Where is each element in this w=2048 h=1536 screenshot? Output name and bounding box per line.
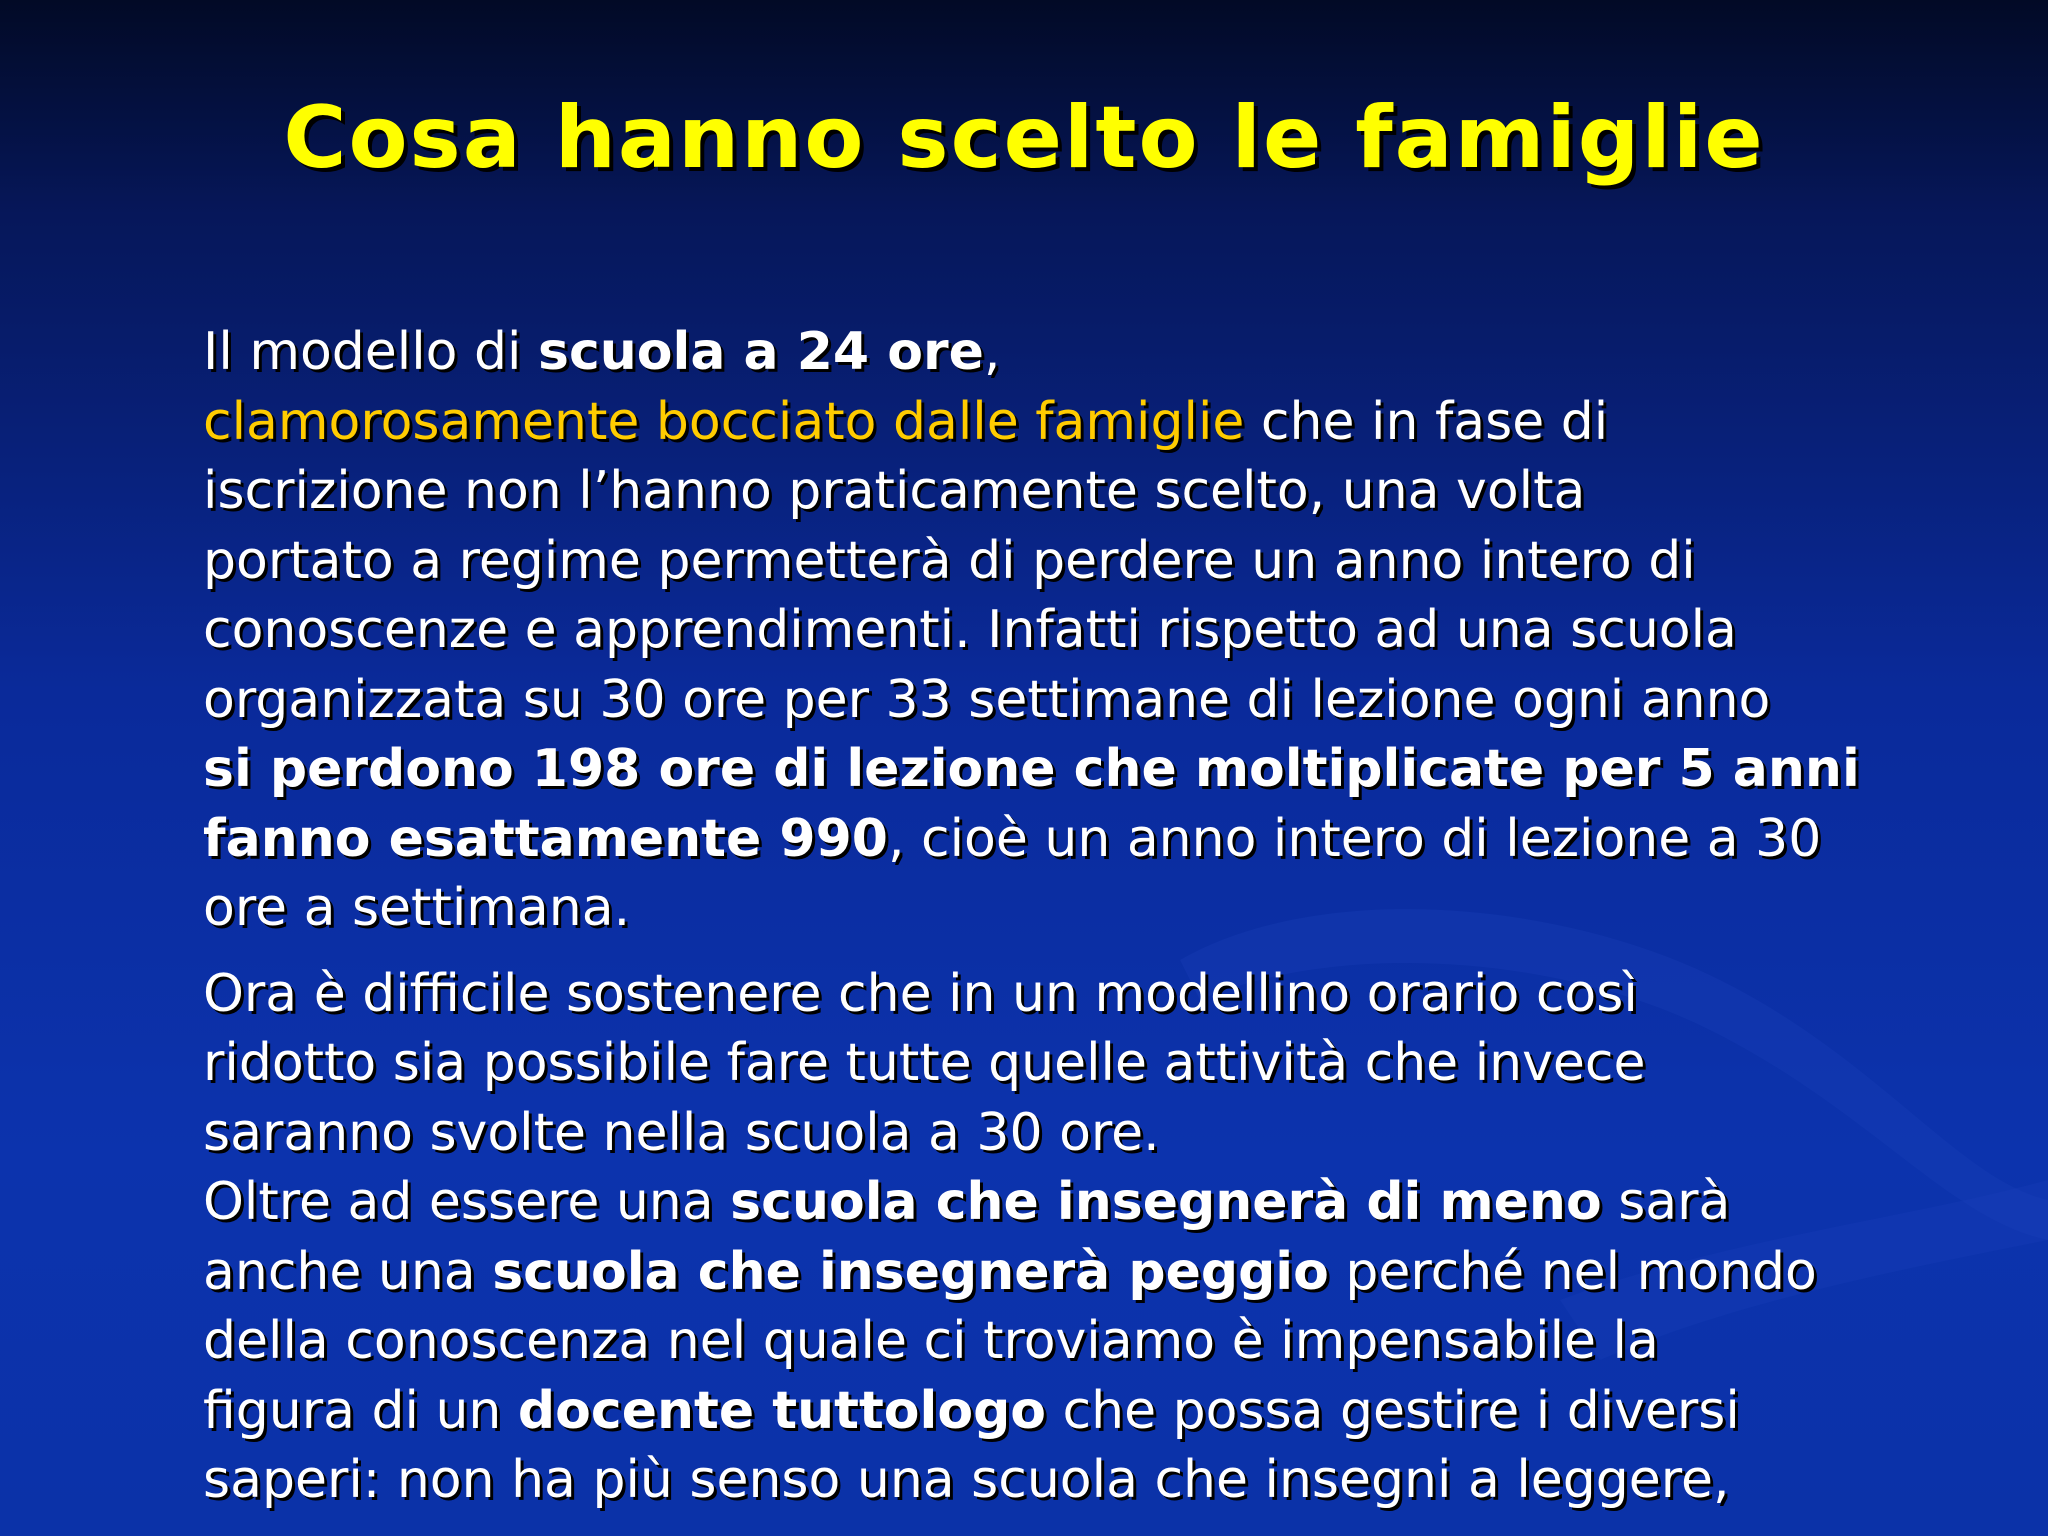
paragraph-1	[203, 318, 1963, 944]
bold-text-line: si perdono 198 ore di lezione che moltiplicate per 5 anni	[203, 739, 1860, 799]
text-line: conoscenze e apprendimenti. Infatti rispetto ad una scuola	[203, 600, 1737, 660]
text-run: sarà	[1601, 1172, 1731, 1232]
text-run: figura di un	[203, 1380, 518, 1441]
text-run: ,	[983, 322, 1001, 382]
text-run: che in fase di	[1244, 391, 1609, 452]
text-run: anche una	[203, 1241, 493, 1302]
bold-phrase: fanno esattamente 990	[203, 808, 888, 869]
text-line	[203, 388, 1963, 458]
bold-phrase: scuola a 24 ore	[538, 322, 984, 382]
highlight-phrase: clamorosamente bocciato dalle famiglie	[203, 391, 1245, 452]
text-line	[203, 1377, 1963, 1447]
text-line	[203, 805, 1963, 875]
text-line: organizzata su 30 ore per 33 settimane di lezione ogni anno	[203, 669, 1771, 730]
text-line	[203, 318, 1963, 388]
text-line	[203, 1168, 1963, 1238]
slide-body	[203, 318, 1963, 1516]
bold-phrase: docente tuttologo	[517, 1380, 1047, 1441]
text-line: saperi: non ha più senso una scuola che insegni a leggere,	[203, 1450, 1730, 1510]
text-line: della conoscenza nel quale ci troviamo è impensabile la	[203, 1311, 1659, 1371]
text-line: ridotto sia possibile fare tutte quelle attività che invece	[203, 1033, 1646, 1093]
slide-title: Cosa hanno scelto le famiglie	[283, 88, 1765, 188]
text-line	[203, 1238, 1963, 1308]
text-run: Oltre ad essere una	[203, 1172, 731, 1232]
text-run: , cioè un anno intero di lezione a 30	[887, 808, 1822, 869]
bold-phrase: scuola che insegnerà peggio	[492, 1241, 1329, 1302]
text-run: perché nel mondo	[1328, 1241, 1817, 1302]
text-line: iscrizione non l’hanno praticamente scelto, una volta	[203, 461, 1586, 521]
text-line: portato a regime permetterà di perdere un anno intero di	[203, 530, 1696, 591]
text-line: saranno svolte nella scuola a 30 ore.	[203, 1102, 1160, 1163]
text-run: che possa gestire i diversi	[1046, 1380, 1740, 1441]
text-line: ore a settimana.	[203, 878, 631, 938]
paragraph-2	[203, 960, 1963, 1516]
text-run: Il modello di	[203, 322, 539, 382]
bold-phrase: scuola che insegnerà di meno	[730, 1172, 1602, 1232]
text-line: Ora è difficile sostenere che in un modellino orario così	[203, 963, 1638, 1024]
